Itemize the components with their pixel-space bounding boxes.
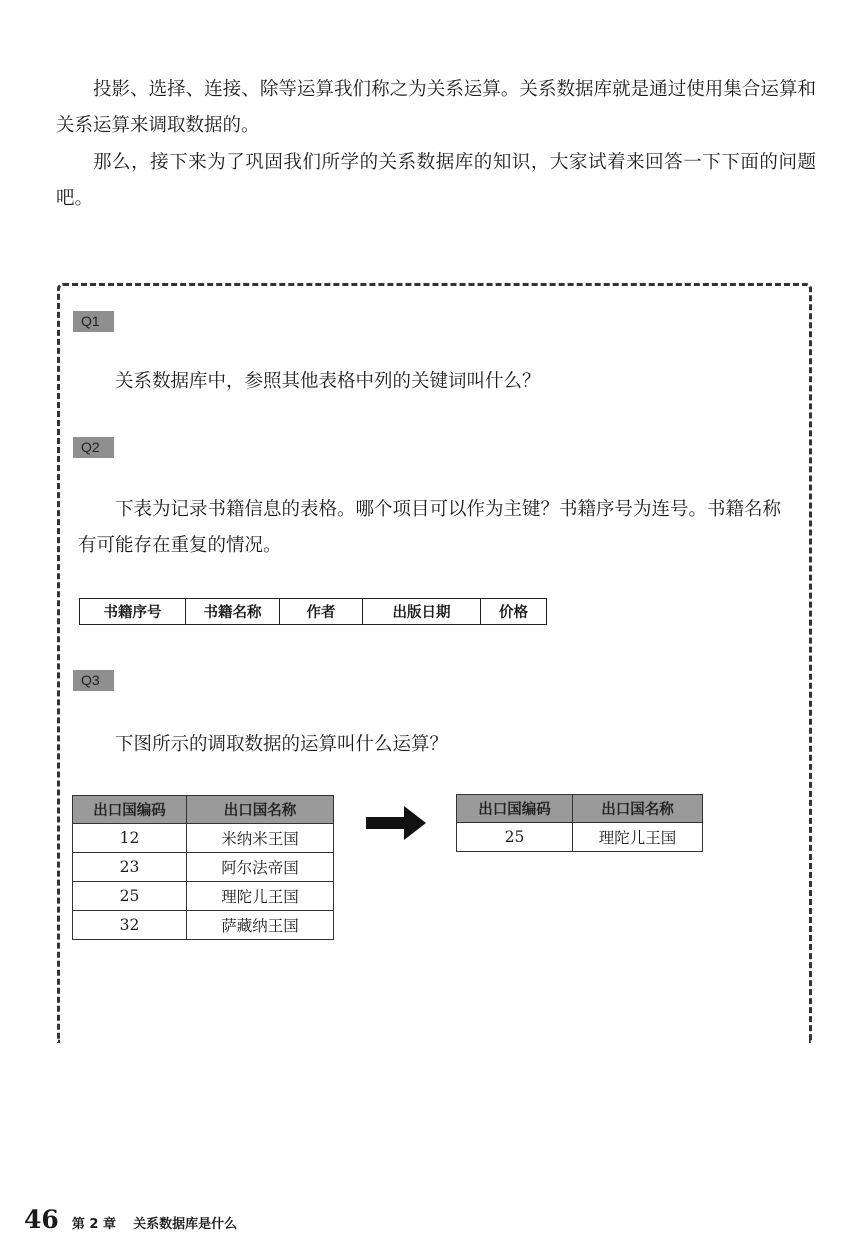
table-row: [73, 853, 334, 882]
intro-paragraph-2: 那么，接下来为了巩固我们所学的关系数据库的知识，大家试着来回答一下下面的问题吧。: [56, 152, 816, 209]
table-header-row: [457, 795, 703, 823]
result-table: [456, 794, 703, 852]
table-cell: 阿尔法帝国: [187, 853, 334, 882]
field-book-name: 书籍名称: [186, 599, 280, 625]
table-cell: 25: [457, 823, 573, 852]
table-row: [73, 911, 334, 940]
page-number: 46: [24, 1205, 59, 1234]
q3-text: 下图所示的调取数据的运算叫什么运算？: [115, 734, 449, 755]
q1-tag: Q1: [73, 311, 114, 332]
q2-text: 下表为记录书籍信息的表格。哪个项目可以作为主键？书籍序号为连号。书籍名称有可能存在重复的情况。: [78, 499, 782, 556]
table-header-row: [73, 796, 334, 824]
right-arrow-icon: [366, 806, 428, 840]
source-table: [72, 795, 334, 940]
chapter-title: 关系数据库是什么: [133, 1217, 238, 1232]
field-book-id: 书籍序号: [80, 599, 186, 625]
header-export-country-name: 出口国名称: [187, 796, 334, 824]
header-export-country-code: 出口国编码: [73, 796, 187, 824]
header-export-country-code: 出口国编码: [457, 795, 573, 823]
field-publish-date: 出版日期: [363, 599, 481, 625]
q1-text: 关系数据库中，参照其他表格中列的关键词叫什么？: [115, 371, 541, 392]
intro-paragraph-1: 投影、选择、连接、除等运算我们称之为关系运算。关系数据库就是通过使用集合运算和关系运算来调取数据的。: [56, 79, 816, 136]
table-row: [457, 823, 703, 852]
table-cell: 32: [73, 911, 187, 940]
table-cell: 米纳米王国: [187, 824, 334, 853]
table-row: [73, 824, 334, 853]
table-cell: 12: [73, 824, 187, 853]
field-price: 价格: [481, 599, 547, 625]
q3-tag: Q3: [73, 670, 114, 691]
page-footer: [24, 1205, 237, 1234]
table-cell: 理陀儿王国: [573, 823, 703, 852]
field-author: 作者: [280, 599, 363, 625]
header-export-country-name: 出口国名称: [573, 795, 703, 823]
table-cell: 25: [73, 882, 187, 911]
table-row: [73, 882, 334, 911]
table-cell: 萨藏纳王国: [187, 911, 334, 940]
table-cell: 理陀儿王国: [187, 882, 334, 911]
table-row: [80, 599, 547, 625]
book-fields-table: [79, 598, 547, 625]
chapter-label: 第 2 章: [71, 1217, 116, 1232]
table-cell: 23: [73, 853, 187, 882]
q2-tag: Q2: [73, 437, 114, 458]
